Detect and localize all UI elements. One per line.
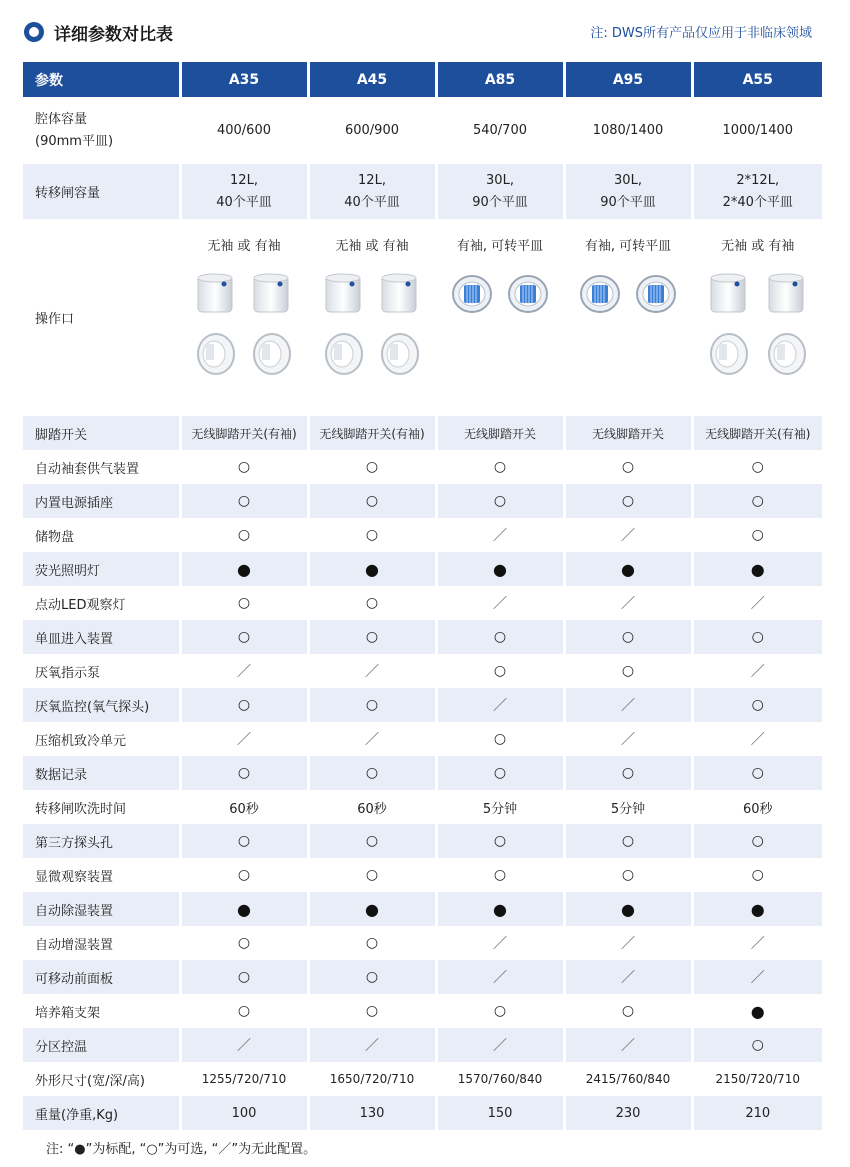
table-cell: ○: [308, 620, 436, 654]
table-row: [23, 552, 822, 586]
table-cell: ○: [436, 654, 564, 688]
model-header: A85: [436, 62, 564, 97]
table-row: [23, 97, 822, 164]
table-cell: 30L, 90个平皿: [564, 164, 692, 219]
table-cell: ○: [308, 518, 436, 552]
table-cell: ○: [436, 722, 564, 756]
table-cell: 无线脚踏开关(有袖): [308, 416, 436, 450]
table-cell: ○: [436, 620, 564, 654]
table-cell: 无线脚踏开关: [436, 416, 564, 450]
table-cell: 230: [564, 1096, 692, 1130]
table-cell: ○: [564, 994, 692, 1028]
table-cell: ●: [564, 552, 692, 586]
table-cell: ／: [308, 722, 436, 756]
table-cell: 无线脚踏开关(有袖): [692, 416, 822, 450]
table-cell: 5分钟: [436, 790, 564, 824]
row-label: 重量(净重,Kg): [23, 1096, 180, 1130]
table-cell: ●: [692, 892, 822, 926]
port-images: [694, 254, 823, 384]
table-row: [23, 586, 822, 620]
table-cell: ／: [564, 960, 692, 994]
row-label: 转移闸吹洗时间: [23, 790, 180, 824]
model-header: A95: [564, 62, 692, 97]
port-type-label: 有袖, 可转平皿: [584, 239, 672, 254]
table-row: [23, 960, 822, 994]
table-cell: ○: [308, 484, 436, 518]
table-cell: 30L, 90个平皿: [436, 164, 564, 219]
table-cell: ○: [180, 450, 308, 484]
table-cell: ○: [308, 858, 436, 892]
table-cell: ○: [692, 620, 822, 654]
row-label: 脚踏开关: [23, 416, 180, 450]
table-cell: 12L, 40个平皿: [308, 164, 436, 219]
row-label: 点动LED观察灯: [23, 586, 180, 620]
table-cell: [436, 219, 564, 416]
table-cell: ○: [180, 518, 308, 552]
row-label: 可移动前面板: [23, 960, 180, 994]
table-cell: ○: [564, 824, 692, 858]
table-cell: ●: [180, 552, 308, 586]
table-cell: ○: [564, 756, 692, 790]
row-label: 转移闸容量: [23, 164, 180, 219]
table-cell: ／: [692, 926, 822, 960]
table-cell: ／: [692, 654, 822, 688]
table-cell: ○: [308, 586, 436, 620]
row-label: 显微观察装置: [23, 858, 180, 892]
table-cell: ○: [436, 994, 564, 1028]
table-cell: ○: [436, 756, 564, 790]
table-cell: ●: [692, 552, 822, 586]
page-header: [24, 18, 824, 48]
table-cell: ○: [692, 1028, 822, 1062]
table-row: [23, 926, 822, 960]
port-images: [182, 254, 307, 384]
table-row: [23, 824, 822, 858]
table-row: [23, 1096, 822, 1130]
table-cell: ○: [180, 688, 308, 722]
table-cell: ●: [180, 892, 308, 926]
table-cell: ／: [436, 688, 564, 722]
table-cell: ○: [692, 688, 822, 722]
table-cell: ●: [436, 552, 564, 586]
table-cell: ●: [308, 892, 436, 926]
model-header: A45: [308, 62, 436, 97]
table-row: [23, 518, 822, 552]
table-cell: ○: [180, 824, 308, 858]
table-cell: [308, 219, 436, 416]
table-cell: ／: [436, 960, 564, 994]
table-cell: ○: [692, 484, 822, 518]
row-label: 厌氧指示泵: [23, 654, 180, 688]
table-header-row: [23, 62, 822, 97]
table-cell: 无线脚踏开关(有袖): [180, 416, 308, 450]
page-title: 详细参数对比表: [54, 25, 173, 45]
model-header: A55: [692, 62, 822, 97]
table-cell: ○: [180, 960, 308, 994]
table-cell: [180, 219, 308, 416]
table-cell: ／: [308, 1028, 436, 1062]
row-label: 培养箱支架: [23, 994, 180, 1028]
header-note: 注: DWS所有产品仅应用于非临床领域: [590, 26, 812, 41]
table-cell: ○: [308, 824, 436, 858]
row-label: 内置电源插座: [23, 484, 180, 518]
table-cell: ／: [564, 586, 692, 620]
table-row: [23, 484, 822, 518]
table-cell: 2150/720/710: [692, 1062, 822, 1096]
table-cell: ●: [436, 892, 564, 926]
table-cell: ／: [564, 1028, 692, 1062]
table-row: [23, 416, 822, 450]
row-label: 储物盘: [23, 518, 180, 552]
table-cell: ／: [564, 722, 692, 756]
row-label: 压缩机致冷单元: [23, 722, 180, 756]
table-cell: ○: [180, 484, 308, 518]
param-header: 参数: [23, 62, 180, 97]
row-label: 腔体容量 (90mm平皿): [23, 97, 180, 164]
table-row: [23, 1028, 822, 1062]
table-cell: ○: [180, 756, 308, 790]
table-cell: ○: [180, 994, 308, 1028]
table-cell: ／: [436, 1028, 564, 1062]
table-cell: ○: [436, 450, 564, 484]
table-cell: ○: [180, 620, 308, 654]
table-cell: ●: [564, 892, 692, 926]
footnote: 注: “●”为标配, “○”为可选, “／”为无此配置。: [46, 1142, 317, 1157]
table-cell: ○: [308, 688, 436, 722]
port-type-label: 无袖 或 有袖: [721, 239, 795, 254]
table-cell: 60秒: [180, 790, 308, 824]
table-cell: 60秒: [692, 790, 822, 824]
table-cell: 130: [308, 1096, 436, 1130]
table-cell: ○: [436, 858, 564, 892]
port-images: [566, 254, 691, 324]
table-cell: ○: [564, 858, 692, 892]
row-label: 外形尺寸(宽/深/高): [23, 1062, 180, 1096]
table-cell: ／: [692, 586, 822, 620]
table-cell: 1570/760/840: [436, 1062, 564, 1096]
table-cell: ○: [180, 858, 308, 892]
table-cell: 无线脚踏开关: [564, 416, 692, 450]
table-cell: 1650/720/710: [308, 1062, 436, 1096]
port-type-label: 有袖, 可转平皿: [456, 239, 544, 254]
table-cell: ／: [564, 518, 692, 552]
table-cell: ○: [692, 450, 822, 484]
row-label: 自动除湿装置: [23, 892, 180, 926]
table-cell: ○: [308, 450, 436, 484]
row-label: 自动袖套供气装置: [23, 450, 180, 484]
table-cell: ○: [564, 484, 692, 518]
table-cell: ／: [180, 1028, 308, 1062]
port-images: [310, 254, 435, 384]
table-cell: 12L, 40个平皿: [180, 164, 308, 219]
table-cell: [692, 219, 822, 416]
row-label: 单皿进入装置: [23, 620, 180, 654]
table-cell: ／: [564, 688, 692, 722]
row-label: 第三方探头孔: [23, 824, 180, 858]
table-cell: 1080/1400: [564, 97, 692, 164]
row-label: 数据记录: [23, 756, 180, 790]
port-type-label: 无袖 或 有袖: [335, 239, 409, 254]
table-cell: 5分钟: [564, 790, 692, 824]
table-row: [23, 620, 822, 654]
table-cell: ○: [564, 620, 692, 654]
table-cell: 1255/720/710: [180, 1062, 308, 1096]
table-row: [23, 858, 822, 892]
table-cell: ○: [308, 756, 436, 790]
table-cell: ○: [692, 518, 822, 552]
table-row: [23, 1062, 822, 1096]
table-cell: 400/600: [180, 97, 308, 164]
table-cell: ○: [308, 926, 436, 960]
table-row: [23, 892, 822, 926]
table-cell: ○: [692, 824, 822, 858]
table-cell: ○: [436, 484, 564, 518]
table-cell: 600/900: [308, 97, 436, 164]
table-cell: 1000/1400: [692, 97, 822, 164]
port-images: [438, 254, 563, 324]
table-row: [23, 994, 822, 1028]
row-label: 厌氧监控(氧气探头): [23, 688, 180, 722]
row-label: 自动增湿装置: [23, 926, 180, 960]
spec-comparison-table: [23, 62, 822, 1130]
table-row: [23, 450, 822, 484]
row-label: 分区控温: [23, 1028, 180, 1062]
table-cell: ／: [436, 518, 564, 552]
table-cell: ／: [436, 586, 564, 620]
table-row: [23, 688, 822, 722]
row-label: 荧光照明灯: [23, 552, 180, 586]
table-cell: 540/700: [436, 97, 564, 164]
row-label: 操作口: [23, 219, 180, 416]
table-cell: ●: [308, 552, 436, 586]
table-cell: ○: [692, 756, 822, 790]
table-cell: ○: [692, 858, 822, 892]
table-cell: ○: [308, 960, 436, 994]
table-cell: ／: [692, 960, 822, 994]
table-cell: ／: [308, 654, 436, 688]
table-cell: 2415/760/840: [564, 1062, 692, 1096]
table-cell: ●: [692, 994, 822, 1028]
table-cell: 100: [180, 1096, 308, 1130]
table-cell: 2*12L, 2*40个平皿: [692, 164, 822, 219]
circle-bullet-icon: [24, 22, 44, 42]
table-cell: ／: [564, 926, 692, 960]
table-cell: ○: [180, 926, 308, 960]
table-cell: ○: [564, 450, 692, 484]
table-row: [23, 722, 822, 756]
table-cell: ／: [692, 722, 822, 756]
table-row: [23, 756, 822, 790]
port-type-label: 无袖 或 有袖: [207, 239, 281, 254]
table-cell: ／: [436, 926, 564, 960]
table-row: [23, 790, 822, 824]
table-row: [23, 164, 822, 219]
table-cell: 150: [436, 1096, 564, 1130]
table-row: [23, 219, 822, 416]
table-cell: ○: [436, 824, 564, 858]
model-header: A35: [180, 62, 308, 97]
table-cell: ／: [180, 654, 308, 688]
table-row: [23, 654, 822, 688]
table-cell: 210: [692, 1096, 822, 1130]
table-cell: ○: [308, 994, 436, 1028]
table-cell: ○: [180, 586, 308, 620]
table-cell: ○: [564, 654, 692, 688]
table-cell: ／: [180, 722, 308, 756]
table-cell: 60秒: [308, 790, 436, 824]
table-cell: [564, 219, 692, 416]
